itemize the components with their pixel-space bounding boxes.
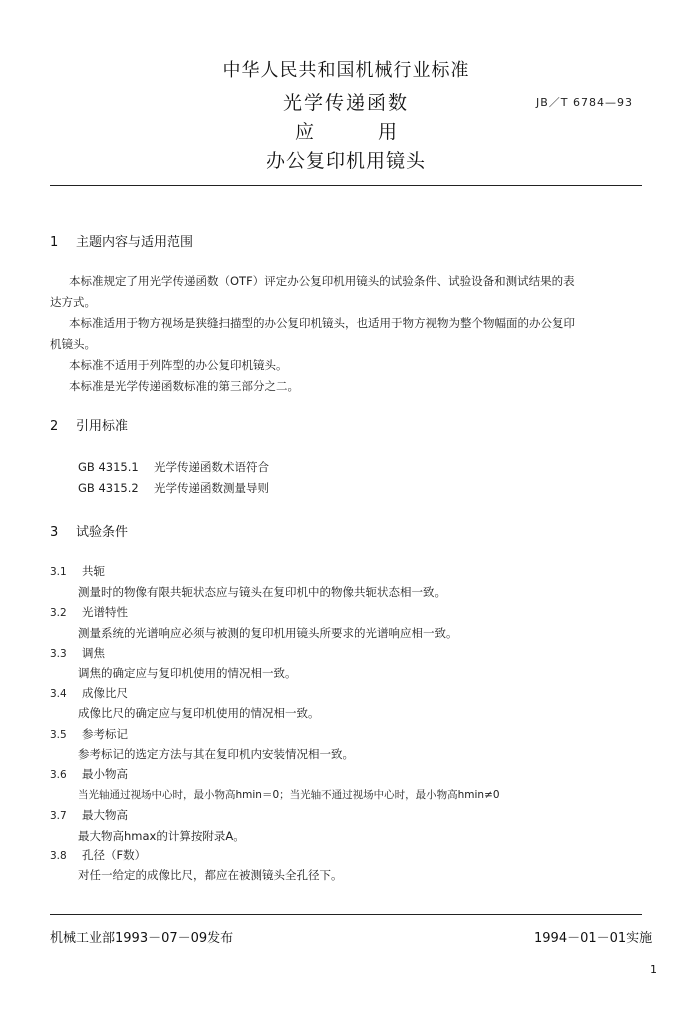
subsection-3-5 xyxy=(50,726,128,742)
subsection-body: 最大物高hmax的计算按附录A。 xyxy=(78,829,245,843)
subsection-3-3 xyxy=(50,645,105,661)
subsection-body: 测量时的物像有限共轭状态应与镜头在复印机中的物像共轭状态相一致。 xyxy=(78,585,446,599)
subsection-body: 成像比尺的确定应与复印机使用的情况相一致。 xyxy=(78,706,320,720)
subsection-3-6 xyxy=(50,766,128,782)
subsection-title: 共轭 xyxy=(82,564,105,578)
title-word-b: 用 xyxy=(378,121,398,143)
subsection-3-8 xyxy=(50,847,146,863)
header-rule xyxy=(50,185,642,186)
subsection-body: 调焦的确定应与复印机使用的情况相一致。 xyxy=(78,666,297,680)
standard-title-line1: 光学传递函数 xyxy=(282,92,409,114)
section-title: 主题内容与适用范围 xyxy=(76,235,194,250)
subsection-title: 成像比尺 xyxy=(82,686,128,700)
paragraph: 本标准规定了用光学传递函数（OTF）评定办公复印机用镜头的试验条件、试验设备和测试结果的表 xyxy=(69,274,575,288)
subsection-3-7 xyxy=(50,807,128,823)
section-1-heading xyxy=(50,231,193,250)
section-title: 引用标准 xyxy=(76,419,129,434)
subsection-title: 最大物高 xyxy=(82,808,128,822)
subsection-number: 3.7 xyxy=(50,810,67,822)
subsection-title: 光谱特性 xyxy=(82,605,128,619)
section-3-heading xyxy=(50,521,128,540)
paragraph: 本标准是光学传递函数标准的第三部分之二。 xyxy=(69,379,299,393)
subsection-body: 参考标记的选定方法与其在复印机内安装情况相一致。 xyxy=(78,747,354,761)
subsection-number: 3.5 xyxy=(50,729,67,741)
subsection-number: 3.2 xyxy=(50,607,67,619)
issue-date: 机械工业部1993－07－09发布 xyxy=(50,931,234,946)
subsection-body: 当光轴通过视场中心时，最小物高hmin＝0；当光轴不通过视场中心时，最小物高hmin≠0 xyxy=(78,789,500,801)
page-number: 1 xyxy=(650,963,657,976)
reference-code: GB 4315.2 xyxy=(78,481,139,495)
subsection-number: 3.3 xyxy=(50,648,67,660)
reference-item xyxy=(78,459,269,475)
paragraph: 本标准适用于物方视场是狭缝扫描型的办公复印机镜头，也适用于物方视物为整个物幅面的办公复印 xyxy=(69,316,575,330)
paragraph: 本标准不适用于列阵型的办公复印机镜头。 xyxy=(69,358,288,372)
standard-title-line3: 办公复印机用镜头 xyxy=(265,150,426,172)
section-1-body xyxy=(50,271,660,397)
subsection-body: 测量系统的光谱响应必须与被测的复印机用镜头所要求的光谱响应相一致。 xyxy=(78,626,458,640)
subsection-3-4 xyxy=(50,685,128,701)
subsection-body: 对任一给定的成像比尺，都应在被测镜头全孔径下。 xyxy=(78,868,343,882)
subsection-title: 最小物高 xyxy=(82,767,128,781)
subsection-number: 3.6 xyxy=(50,769,67,781)
subsection-3-1 xyxy=(50,563,105,579)
section-number: 2 xyxy=(50,419,59,434)
reference-code: GB 4315.1 xyxy=(78,460,139,474)
subsection-number: 3.8 xyxy=(50,850,67,862)
subsection-number: 3.4 xyxy=(50,688,67,700)
subsection-title: 参考标记 xyxy=(82,727,128,741)
section-2-heading xyxy=(50,415,128,434)
reference-title: 光学传递函数术语符合 xyxy=(154,460,269,474)
paragraph: 达方式。 xyxy=(50,295,96,309)
subsection-3-2 xyxy=(50,604,128,620)
paragraph: 机镜头。 xyxy=(50,337,96,351)
subsection-title: 调焦 xyxy=(82,646,105,660)
reference-title: 光学传递函数测量导则 xyxy=(154,481,269,495)
footer-rule xyxy=(50,914,642,915)
section-number: 1 xyxy=(50,235,59,250)
standard-category: 中华人民共和国机械行业标准 xyxy=(222,60,470,81)
reference-item xyxy=(78,480,269,496)
standard-code: JB／T 6784—93 xyxy=(536,96,633,109)
title-word-a: 应 xyxy=(294,121,314,143)
section-title: 试验条件 xyxy=(76,525,129,540)
effective-date: 1994－01－01实施 xyxy=(534,931,653,946)
standard-title-line2 xyxy=(0,117,692,144)
subsection-number: 3.1 xyxy=(50,566,67,578)
subsection-title: 孔径（F数） xyxy=(82,848,147,862)
section-number: 3 xyxy=(50,525,59,540)
